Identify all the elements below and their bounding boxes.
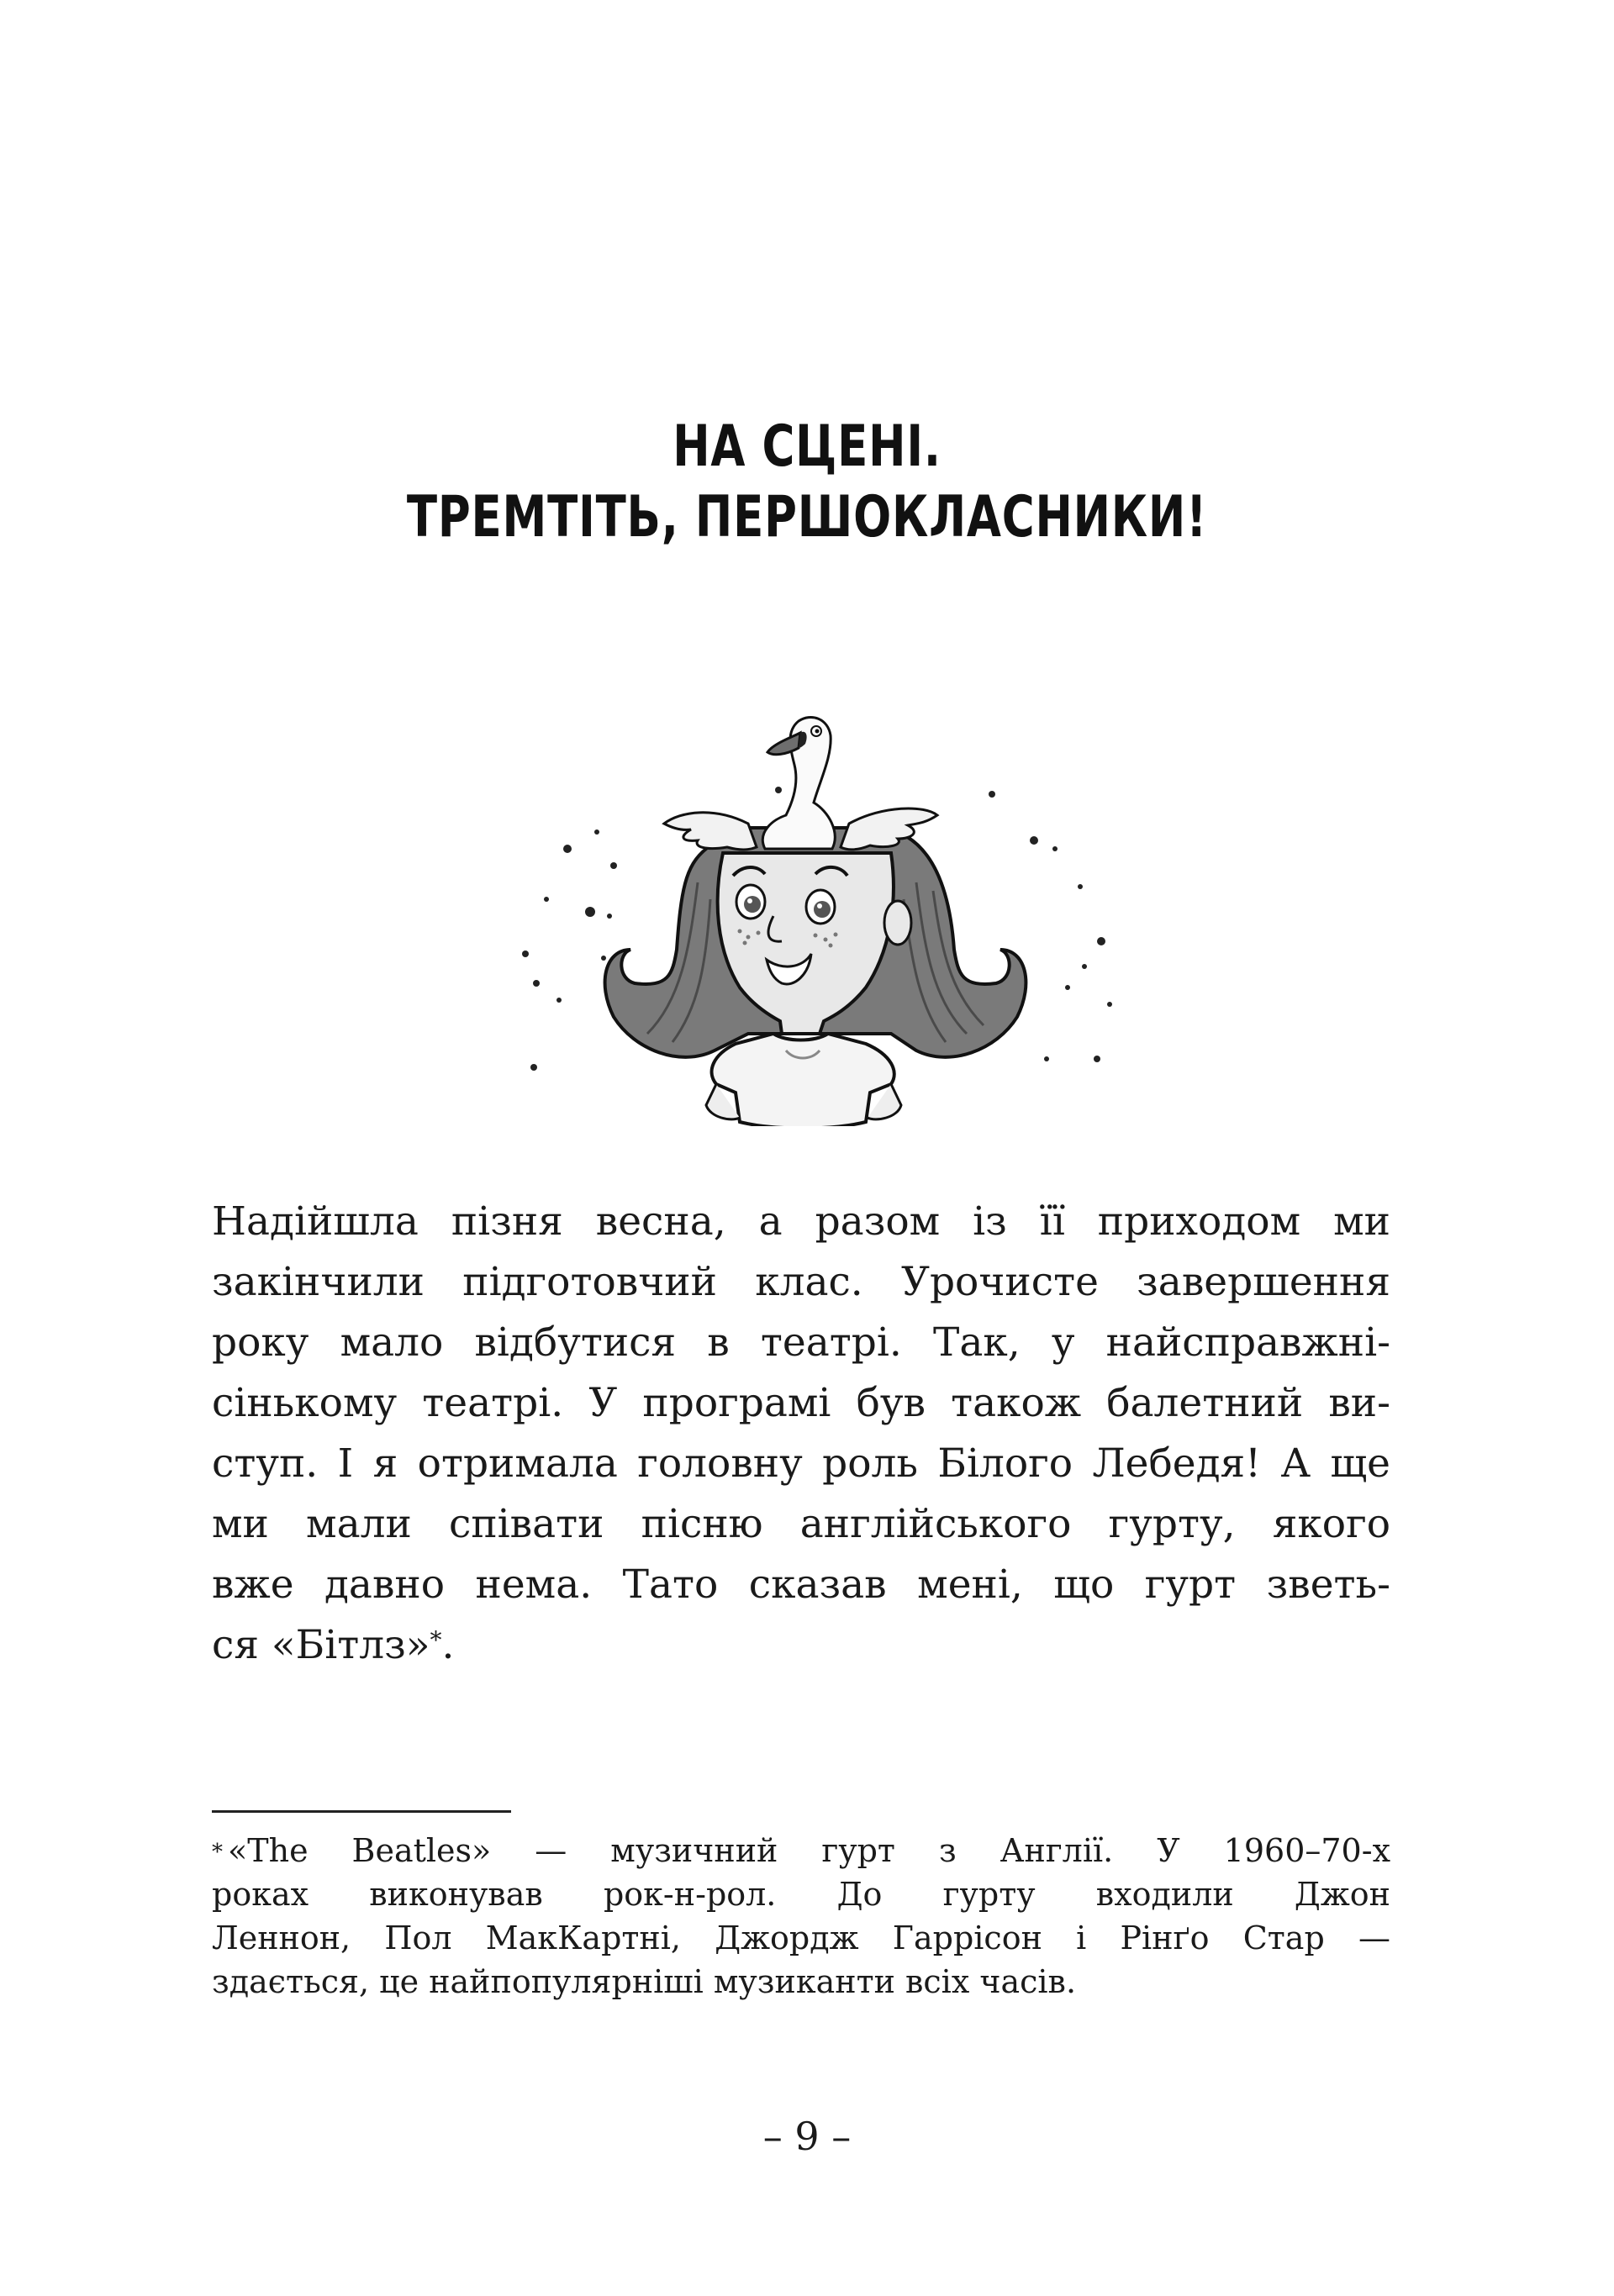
footnote-marker: * xyxy=(212,1840,223,1865)
chapter-title xyxy=(177,412,1437,553)
paragraph-line: ступ. І я отримала головну роль Білого Лебедя! А ще xyxy=(212,1440,1390,1487)
paragraph-last-line xyxy=(212,1615,1390,1676)
t-shirt xyxy=(712,1034,894,1126)
paragraph-line: ми мали співати пісню англійського гурту, якого xyxy=(212,1501,1390,1547)
swan-headpiece xyxy=(664,717,937,850)
footnote-line xyxy=(212,1829,1390,1872)
paragraph-line: сінькому театрі. У програмі був також балетний ви- xyxy=(212,1380,1390,1426)
sentence-end-period: . xyxy=(441,1622,455,1668)
footnote xyxy=(212,1829,1390,2004)
footnote-reference[interactable]: * xyxy=(430,1626,442,1654)
chapter-title-line-2: ТРЕМТІТЬ, ПЕРШОКЛАСНИКИ! xyxy=(406,484,1208,550)
footnote-line-text: «The Beatles» — музичний гурт з Англії. У 1960–70-х xyxy=(228,1832,1390,1869)
footnote-line: Леннон, Пол МакКартні, Джордж Гаррісон і Рінґо Стар — xyxy=(212,1919,1390,1956)
footnote-line: здається, це найпопулярніші музиканти всіх часів. xyxy=(212,1963,1077,2000)
footnote-separator xyxy=(212,1810,511,1813)
girl-with-swan-illustration xyxy=(496,698,1135,1126)
paragraph-line: вже давно нема. Тато сказав мені, що гурт зветь- xyxy=(212,1561,1390,1608)
paragraph-line: закінчили підготовчий клас. Урочисте завершення xyxy=(212,1259,1390,1305)
page-number: – 9 – xyxy=(762,2114,852,2159)
chapter-title-line-1: НА СЦЕНІ. xyxy=(672,413,942,480)
paragraph-line: Надійшла пізня весна, а разом із її приходом ми xyxy=(212,1198,1390,1245)
paragraph-line-text: ся «Бітлз» xyxy=(212,1622,430,1668)
footnote-line: роках виконував рок-н-рол. До гурту входили Джон xyxy=(212,1876,1390,1913)
paragraph-line: року мало відбутися в театрі. Так, у найсправжні- xyxy=(212,1319,1390,1366)
story-paragraph xyxy=(212,1192,1390,1676)
